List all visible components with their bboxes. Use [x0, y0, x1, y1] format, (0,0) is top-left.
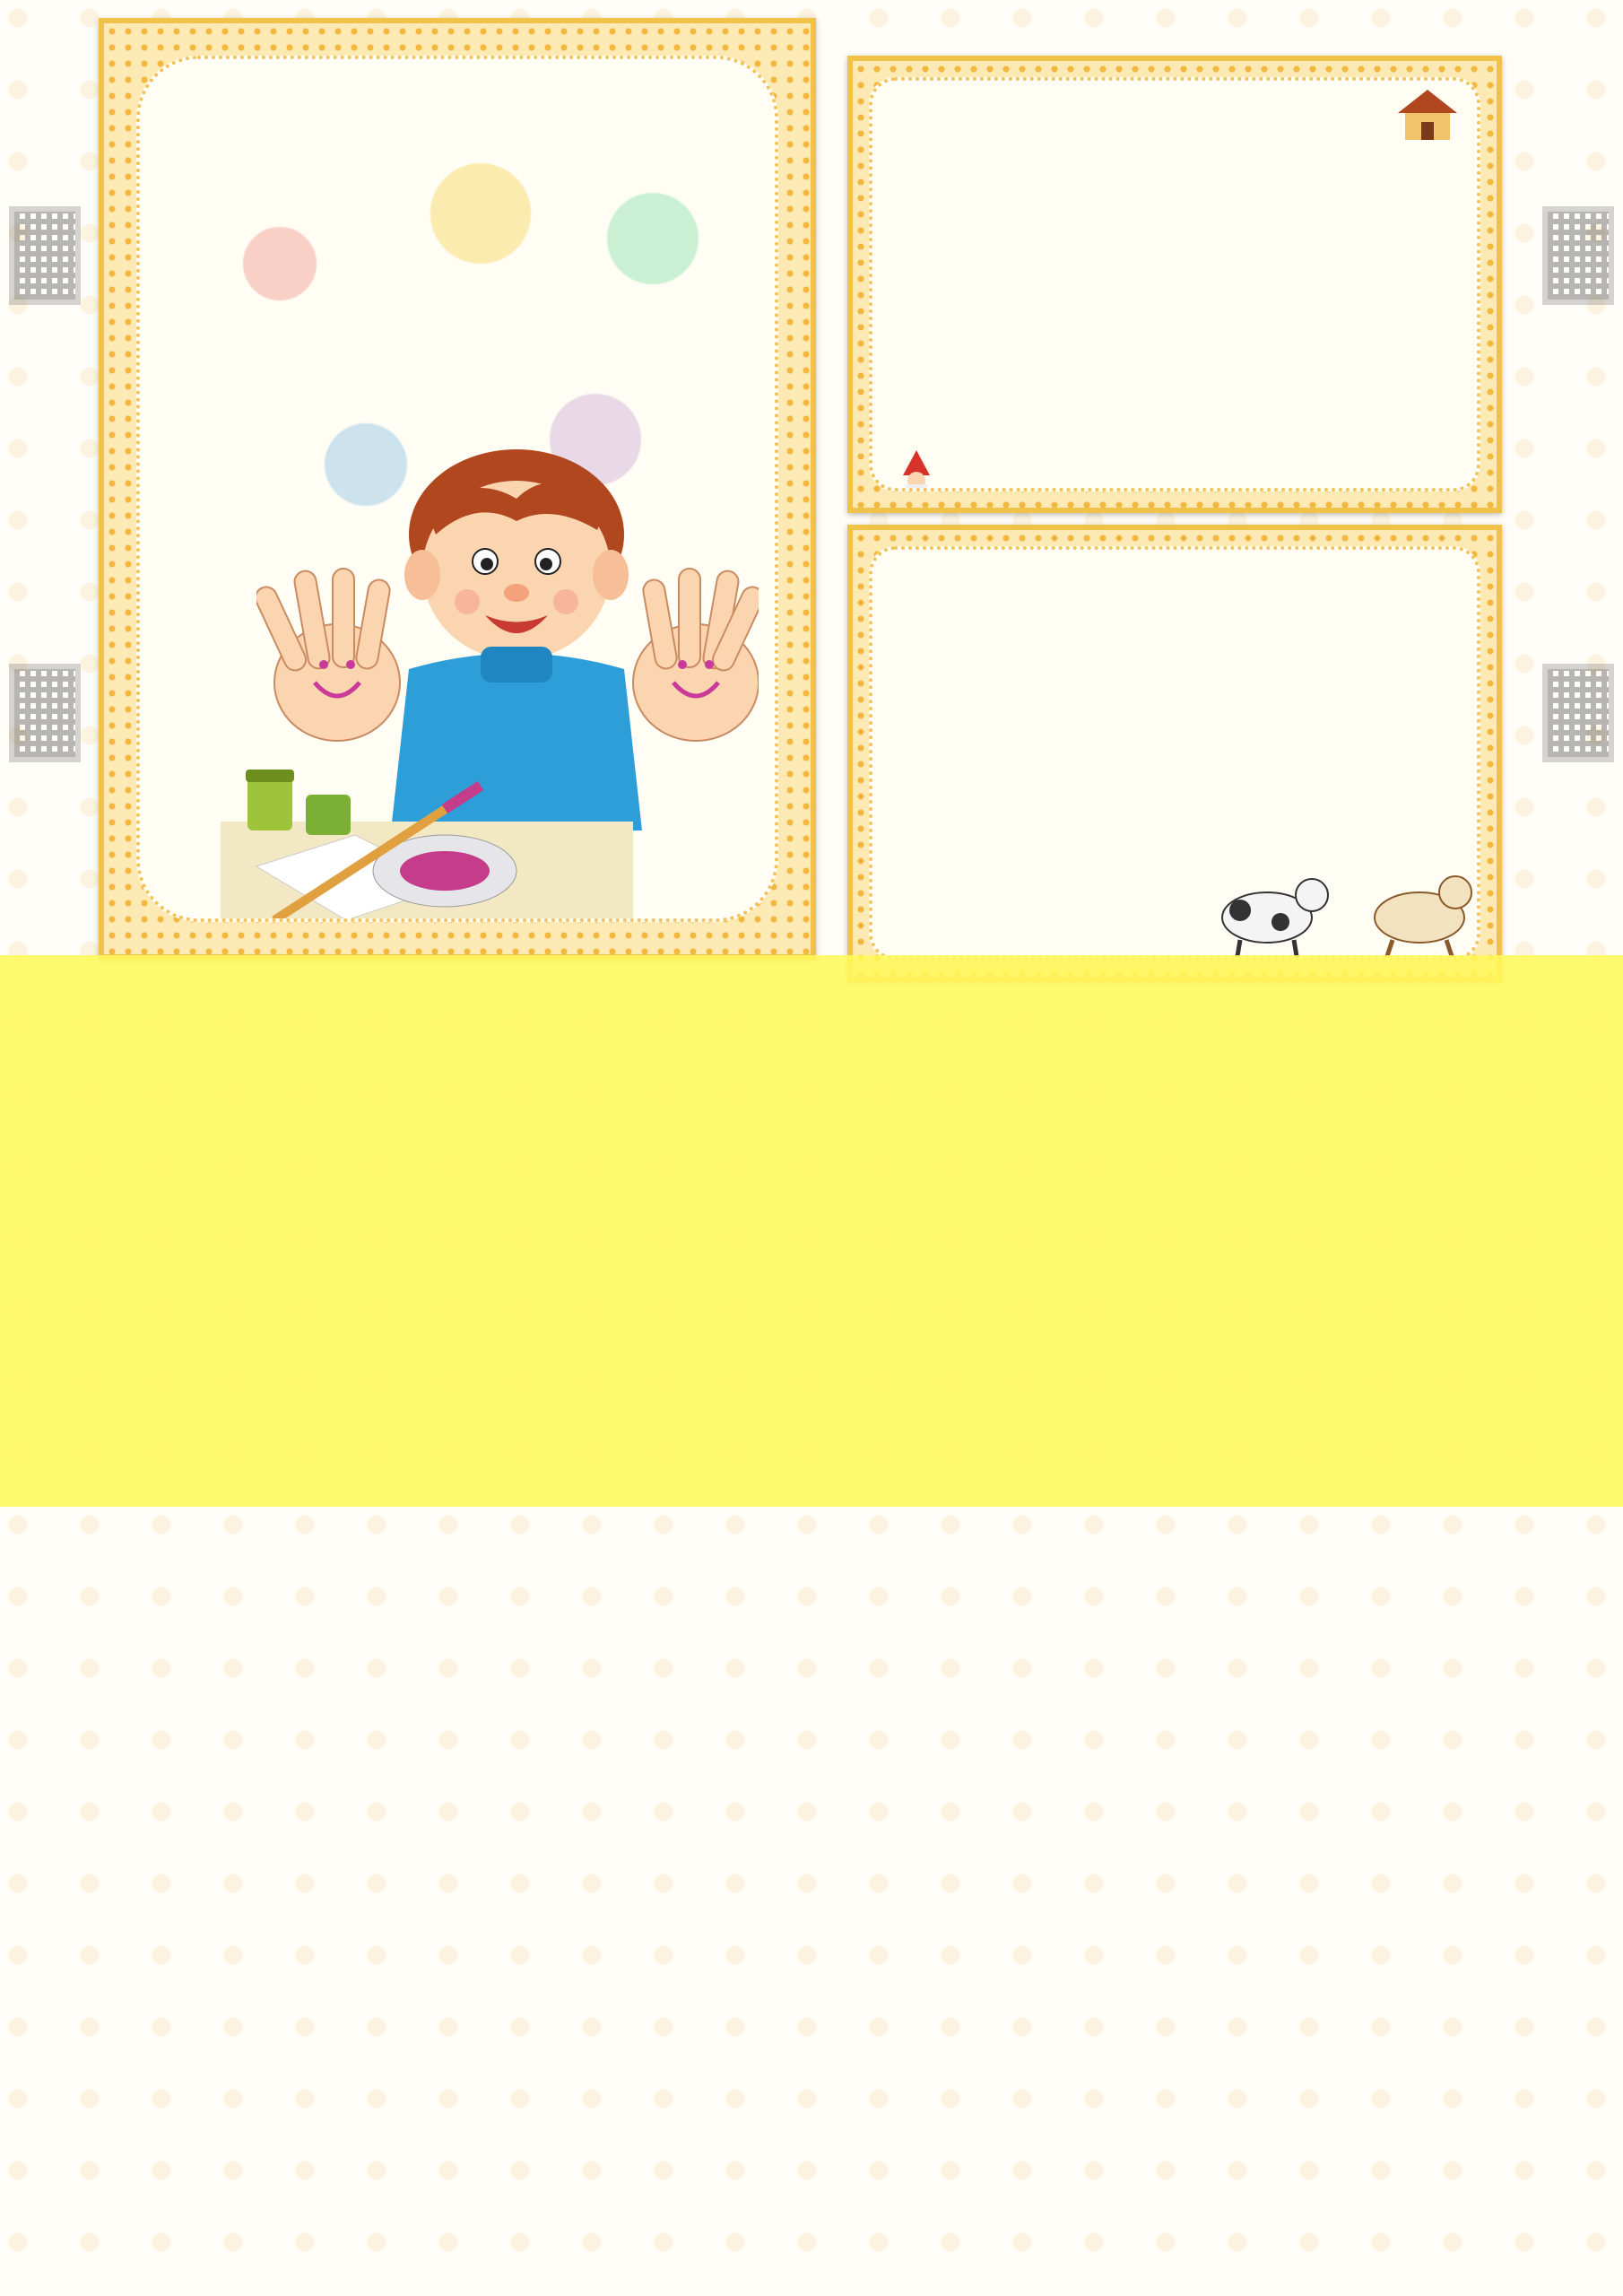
paints-illustration — [221, 768, 633, 922]
card-goal — [899, 144, 1450, 165]
qr-code-icon — [1542, 664, 1614, 762]
house-icon — [1396, 88, 1459, 142]
cover-card — [99, 18, 816, 960]
qr-code-icon — [9, 664, 81, 762]
card-poem — [908, 206, 1159, 328]
qr-code-icon — [1542, 206, 1614, 305]
card-gnomiki — [847, 56, 1502, 513]
gnome-icon — [885, 448, 948, 491]
card-kozlyata — [847, 525, 1502, 982]
card-inner — [869, 546, 1480, 961]
card-inner — [869, 77, 1480, 491]
card-goal — [899, 613, 1450, 634]
goats-illustration — [1195, 855, 1480, 961]
yellow-banner — [0, 955, 1623, 1507]
cover-inner — [136, 56, 778, 922]
qr-code-icon — [9, 206, 81, 305]
